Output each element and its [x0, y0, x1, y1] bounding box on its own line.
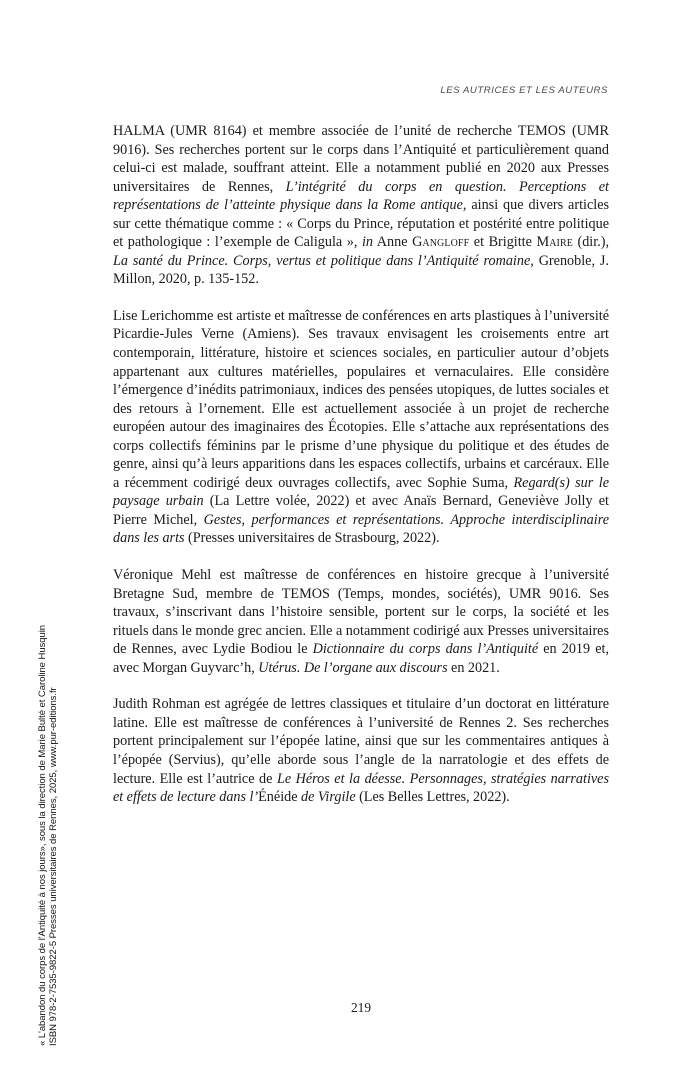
imprint-isbn-line: ISBN 978-2-7535-9822-5 Presses universitaires de Rennes, 2025, www.pur-editions.fr [48, 687, 59, 1046]
smallcaps-name-run: Maire [536, 234, 573, 251]
roman-text-run: (Les Belles Lettres, 2022). [355, 789, 510, 806]
italic-title-run: de Virgile [297, 789, 356, 806]
roman-text-run: en 2019 et, avec Morgan Guyvarc’h, [113, 641, 609, 676]
roman-text-run: Lise Lerichomme est artiste et maîtresse de conférences en arts plastiques à l’université Picardie-Jules Verne (Amiens). Ses travaux envisagent les croisements entre art contemporain, littérature, histoire et sciences sociales, en particulier autour d’objets appartenant aux cultures matérielles, populaires et vernaculaires. Elle considère l’émergence d’inédits patrimoniaux, indices des pensées utopiques, de luttes sociales et des retours à l’ornement. Elle est actuellement associée à un projet de recherche européen autour des imaginaires des Écotopies. Elle s’attache aux représentations des corps collectifs féminins par le prisme d’une physique du politique et des études de genre, ainsi qu’à leurs apparitions dans les espaces collectifs, urbains et carcéraux. Elle a récemment codirigé deux ouvrages collectifs, avec Sophie Suma, [113, 307, 609, 491]
italic-title-run: Dictionnaire du corps dans l’Antiquité [312, 641, 539, 658]
roman-text-run: et Brigitte [469, 234, 537, 251]
paragraph-caroline-husquin-bio [113, 122, 609, 289]
italic-title-run: La santé du Prince. Corps, vertus et politique dans l’Antiquité romaine [113, 252, 531, 269]
italic-title-run: Utérus. De l’organe aux discours [258, 659, 448, 676]
smallcaps-name-run: Gangloff [412, 234, 470, 251]
italic-title-run: Le Héros et la déesse. Personnages, stratégies narratives et effets de lecture dans l’ [113, 770, 609, 806]
roman-text-run: HALMA (UMR 8164) et membre associée de l’unité de recherche TEMOS (UMR 9016). Ses recherches portent sur le corps dans l’Antiquité et particulièrement quand celui-ci est malade, souffrant atteint. Elle a notamment publié en 2020 aux Presses universitaires de Rennes, [113, 123, 609, 195]
italic-title-run: Gestes, performances et représentations. Approche interdisciplinaire dans les arts [113, 511, 609, 547]
roman-text-run: Anne [373, 234, 413, 251]
roman-text-run: , Grenoble, J. Millon, 2020, p. 135-152. [113, 252, 609, 288]
roman-text-run: , ainsi que divers articles sur cette thématique comme : « Corps du Prince, réputation et postérité entre politique et pathologique : l’exemple de Caligula », [113, 197, 610, 251]
italic-title-run: in [361, 234, 373, 251]
paragraph-veronique-mehl-bio [113, 566, 609, 677]
paragraph-judith-rohman-bio [113, 695, 609, 806]
imprint-title-line: « L'abandon du corps de l'Antiquité à nos jours», sous la direction de Marie Bulté et Caroline Husquin [37, 624, 48, 1046]
margin-imprint [0, 0, 66, 1084]
italic-title-run: L’intégrité du corps en question. Perceptions et représentations de l’atteinte physique dans la Rome antique [113, 178, 609, 214]
roman-text-run: en 2021. [447, 659, 500, 676]
paragraph-lise-lerichomme-bio [113, 307, 609, 548]
roman-text-run: (Presses universitaires de Strasbourg, 2022). [184, 530, 440, 547]
body-text-block [113, 122, 609, 807]
running-header: LES AUTRICES ET LES AUTEURS [440, 85, 608, 96]
italic-title-run: Regard(s) sur le paysage urbain [113, 474, 609, 510]
roman-text-run: (La Lettre volée, 2022) et avec Anaïs Bernard, Geneviève Jolly et Pierre Michel, [113, 493, 609, 528]
page-number: 219 [350, 1000, 372, 1015]
roman-text-run: Énéide [258, 789, 298, 806]
roman-text-run: Judith Rohman est agrégée de lettres classiques et titulaire d’un doctorat en littérature latine. Elle est maîtresse de conférences à l’université de Rennes 2. Ses recherches portent principalement sur l’épopée latine, ainsi que sur les commentaires antiques à l’épopée (Servius), qu’elle aborde sous l’angle de la narratologie et des effets de lecture. Elle est l’autrice de [113, 696, 609, 787]
roman-text-run: (dir.), [572, 234, 610, 251]
roman-text-run: Véronique Mehl est maîtresse de conférences en histoire grecque à l’université Bretagne Sud, membre de TEMOS (Temps, mondes, sociétés), UMR 9016. Ses travaux, s’inscrivant dans l’histoire sensible, portent sur le corps, la société et les rituels dans le monde grec ancien. Elle a notamment codirigé aux Presses universitaires de Rennes, avec Lydie Bodiou le [113, 567, 609, 658]
